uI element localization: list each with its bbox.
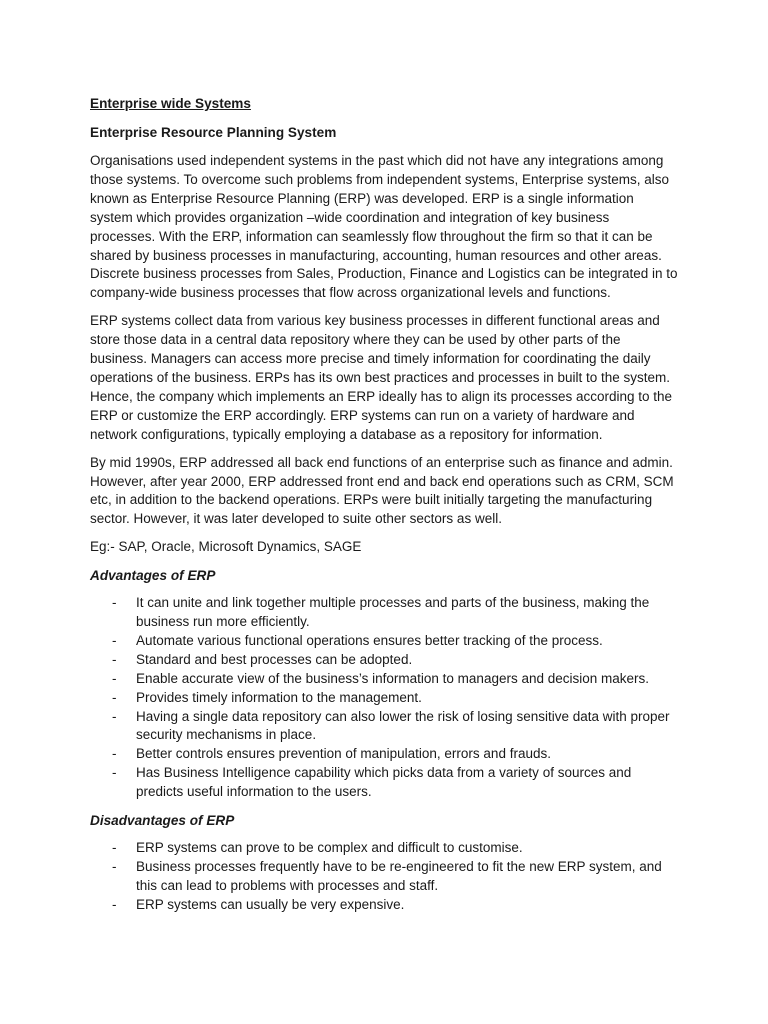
dash-bullet: - [112,896,117,912]
list-item [90,858,678,896]
list-item [90,632,678,651]
list-item-text: Enable accurate view of the business’s information to managers and decision makers. [136,670,650,686]
advantages-heading: Advantages of ERP [90,568,216,584]
list-item-text: ERP systems can prove to be complex and difficult to customise. [136,840,523,856]
list-item-text: ERP systems can usually be very expensive. [136,896,405,912]
list-item [90,839,678,858]
dash-bullet: - [112,840,117,856]
list-item-text: Automate various functional operations ensures better tracking of the process. [136,632,603,648]
disadvantages-heading: Disadvantages of ERP [90,813,235,829]
paragraph-data-collection: ERP systems collect data from various key business processes in different functional areas and store those data in a central data repository where they can be used by other parts of the business. Managers can access more precise and timely information for coordinating the daily operations of the business. ERPs has its own best practices and processes in built to the system. Hence, the company which implements an ERP ideally has to align its processes according to the ERP or customize the ERP accordingly. ERP systems can run on a variety of hardware and network configurations, typically employing a database as a repository for information. [90,313,673,442]
list-item [90,651,678,670]
list-item-text: Having a single data repository can also lower the risk of losing sensitive data with proper security mechanisms in place. [136,708,670,743]
disadvantages-list [90,839,678,915]
list-item [90,764,678,802]
dash-bullet: - [112,670,117,686]
list-item-text: Provides timely information to the management. [136,689,422,705]
list-item-text: Standard and best processes can be adopted. [136,651,413,667]
dash-bullet: - [112,765,117,781]
list-item-text: It can unite and link together multiple processes and parts of the business, making the business run more efficiently. [136,595,650,630]
list-item-text: Business processes frequently have to be re-engineered to fit the new ERP system, and this can lead to problems with processes and staff. [136,859,662,893]
advantages-list [90,594,678,802]
list-item-text: Has Business Intelligence capability which picks data from a variety of sources and predicts useful information to the users. [136,765,632,800]
list-item-text: Better controls ensures prevention of manipulation, errors and frauds. [136,746,551,762]
dash-bullet: - [112,746,117,762]
list-item [90,708,678,746]
list-item [90,689,678,708]
paragraph-examples: Eg:- SAP, Oracle, Microsoft Dynamics, SAGE [90,539,362,555]
list-item [90,670,678,689]
dash-bullet: - [112,595,117,611]
list-item [90,594,678,632]
dash-bullet: - [112,689,117,705]
dash-bullet: - [112,708,117,724]
dash-bullet: - [112,859,117,874]
paragraph-intro: Organisations used independent systems in the past which did not have any integrations among those systems. To overcome such problems from independent systems, Enterprise systems, also known as Enterprise Resource Planning (ERP) was developed. ERP is a single information system which provides organization –wide coordination and integration of key business processes. With the ERP, information can seamlessly flow throughout the firm so that it can be shared by business processes in manufacturing, accounting, human resources and other areas. Discrete business processes from Sales, Production, Finance and Logistics can be integrated in to company-wide business processes that flow across organizational levels and functions. [90,153,678,301]
document-title: Enterprise wide Systems [90,96,251,111]
dash-bullet: - [112,651,117,667]
document-subtitle: Enterprise Resource Planning System [90,125,337,140]
list-item [90,745,678,764]
paragraph-history: By mid 1990s, ERP addressed all back end functions of an enterprise such as finance and admin. However, after year 2000, ERP addressed front end and back end operations such as CRM, SCM etc, in addition to the backend operations. ERPs were built initially targeting the manufacturing sector. However, it was later developed to suite other sectors as well. [90,454,674,527]
list-item [90,896,678,915]
dash-bullet: - [112,632,117,648]
